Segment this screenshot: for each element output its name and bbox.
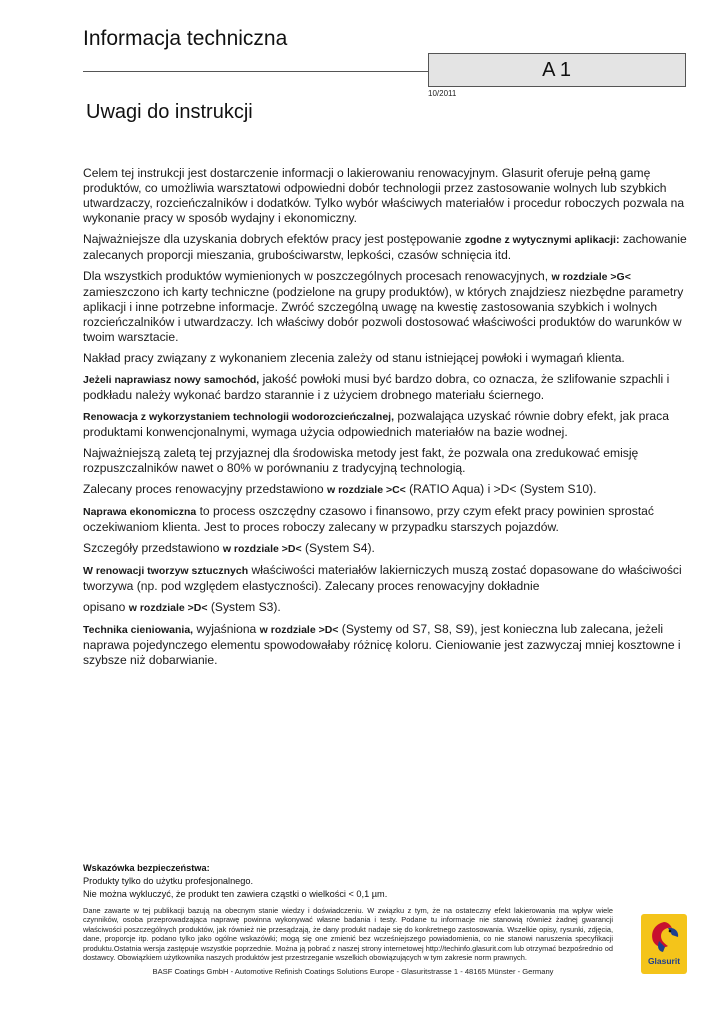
doc-date: 10/2011: [428, 89, 457, 98]
doc-code-box: [428, 53, 686, 87]
logo-text: Glasurit: [647, 956, 681, 966]
paragraph: W renowacji tworzyw sztucznych właściwości materiałów lakierniczych muszą zostać dopasowane do właściwości tworzywa (np. pod względem elastyczności). Zalecany proces renowacyjny dokładnie: [83, 563, 682, 593]
doc-title: Uwagi do instrukcji: [86, 101, 253, 123]
safety-line: Nie można wykluczyć, że produkt ten zawiera cząstki o wielkości < 0,1 µm.: [83, 889, 388, 899]
paragraph: Zalecany proces renowacyjny przedstawiono w rozdziale >C< (RATIO Aqua) i >D< (System S10).: [83, 482, 597, 496]
doc-code: A 1: [542, 59, 571, 81]
body-text: [83, 166, 687, 674]
paragraph: Nakład pracy związany z wykonaniem zlecenia zależy od stanu istniejącej powłoki i wymagań klienta.: [83, 351, 625, 365]
disclaimer: Dane zawarte w tej publikacji bazują na obecnym stanie wiedzy i doświadczeniu. W związku z tym, że na ostateczny efekt lakierowania ma wpływ wiele czynników, osoba przeprowadzająca naprawę powinna wykonywać własne badania i testy. Podane tu informacje nie stanowią również żadnej gwarancji właściwości poszczególnych produktów, jak również nie przesądzają, że dany produkt nadaje się do konkretnego zastosowania. Wszelkie opisy, rysunki, zdjęcia, dane, proporcje itp. podano tylko jako ogólne wskazówki; mogą się one zmienić bez wcześniejszego powiadomienia, co nie stanowi naruszenia specyfikacji produktu.Ostatnia wersja zastępuje wszystkie poprzednie. Można ją pobrać z naszej strony internetowej http://techinfo.glasurit.com lub otrzymać bezpośrednio od dostawcy. Obowiązkiem użytkownika naszych produktów jest przestrzeganie wszelkich obowiązujących w tym zakresie norm prawnych.: [83, 906, 613, 963]
page-header-title: Informacja techniczna: [83, 27, 288, 50]
header-rule: [83, 71, 428, 72]
paragraph: Celem tej instrukcji jest dostarczenie informacji o lakierowaniu renowacyjnym. Glasurit oferuje pełną gamę produktów, co umożliwia warsztatowi odpowiedni dobór technologii przez zastosowanie wolnych lub szybkich utwardzaczy, rozcieńczalników i dodatków. Tylko wybór właściwych materiałów i procedur roboczych pozwala na wykonanie pracy w sposób wydajny i ekonomiczny.: [83, 166, 685, 225]
paragraph: Technika cieniowania, wyjaśniona w rozdziale >D< (Systemy od S7, S8, S9), jest konieczna lub zalecana, jeżeli naprawa pojedynczego elementu spowodowałaby różnicę koloru. Cieniowanie jest zazwyczaj mniej kosztowne i szybsze niż dobarwianie.: [83, 622, 681, 667]
safety-title: Wskazówka bezpieczeństwa:: [83, 863, 210, 873]
paragraph: Szczegóły przedstawiono w rozdziale >D< (System S4).: [83, 541, 375, 555]
paragraph: opisano w rozdziale >D< (System S3).: [83, 600, 281, 614]
paragraph: Renowacja z wykorzystaniem technologii wodorozcieńczalnej, pozwalająca uzyskać równie dobry efekt, jak praca produktami konwencjonalnymi, wymaga użycia odpowiednich materiałów na bazie wodnej.: [83, 409, 669, 439]
paragraph: Jeżeli naprawiasz nowy samochód, jakość powłoki musi być bardzo dobra, co oznacza, że szlifowanie szpachli i podkładu należy wykonać bardzo starannie i z użyciem drobnego materiału ściernego.: [83, 372, 670, 402]
paragraph: Naprawa ekonomiczna to process oszczędny czasowo i finansowo, przy czym efekt pracy powinien sprostać oczekiwaniom klienta. Jest to proces roboczy zalecany w przypadku starszych pojazdów.: [83, 504, 654, 534]
paragraph: Najważniejszą zaletą tej przyjaznej dla środowiska metody jest fakt, że pozwala ona zredukować emisję rozpuszczalników nawet o 80% w porównaniu z tradycyjną technologią.: [83, 446, 639, 475]
safety-line: Produkty tylko do użytku profesjonalnego.: [83, 876, 254, 886]
glasurit-logo: [641, 914, 687, 974]
footer-address: BASF Coatings GmbH - Automotive Refinish Coatings Solutions Europe - Glasuritstrasse 1 - 48165 Münster - Germany: [152, 967, 554, 976]
paragraph: Dla wszystkich produktów wymienionych w poszczególnych procesach renowacyjnych, w rozdziale >G< zamieszczono ich karty techniczne (podzielone na grupy produktów), w których znajdziesz niezbędne parametry aplikacji i inne potrzebne informacje. Zwróć szczególną uwagę na kwestię zastosowania szybkich i wolnych rozcieńczalników i utwardzaczy. Ich właściwy dobór pozwoli dostosować właściwości produktów do warunków w twoim warsztacie.: [83, 269, 684, 344]
paragraph: Najważniejsze dla uzyskania dobrych efektów pracy jest postępowanie zgodne z wytycznymi aplikacji: zachowanie zalecanych proporcji mieszania, grubościwarstw, lepkości, czasów schnięcia itd.: [83, 232, 687, 262]
safety-note: [83, 862, 603, 901]
